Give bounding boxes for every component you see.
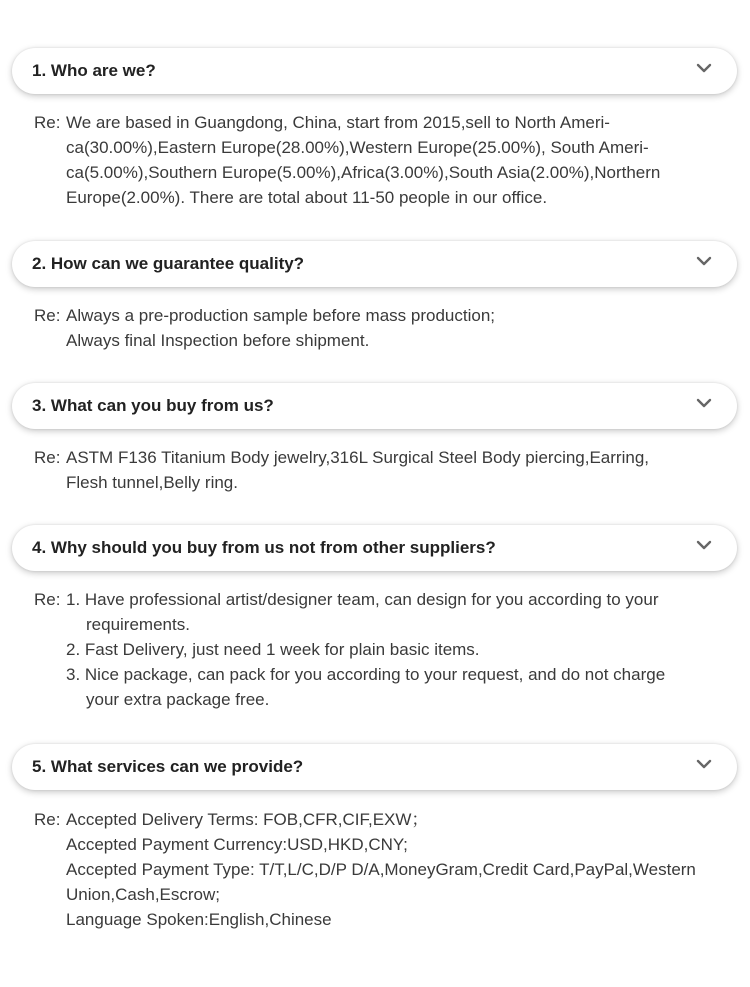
answer-line: Language Spoken:English,Chinese: [66, 910, 332, 929]
chevron-down-icon[interactable]: [695, 538, 713, 552]
faq-question-text: 2. How can we guarantee quality?: [32, 254, 305, 273]
answer-prefix: Re:: [34, 810, 61, 829]
faq-question-2[interactable]: [12, 241, 737, 287]
answer-line: Union,Cash,Escrow;: [66, 885, 221, 904]
list-item-continuation: requirements.: [86, 615, 190, 634]
answer-line: ASTM F136 Titanium Body jewelry,316L Surgical Steel Body piercing,Earring,: [66, 448, 649, 467]
faq-question-text: 3. What can you buy from us?: [32, 396, 274, 415]
list-item: 2. Fast Delivery, just need 1 week for plain basic items.: [66, 640, 480, 659]
list-item: 3. Nice package, can pack for you according to your request, and do not charge: [66, 665, 666, 684]
answer-line: ca(30.00%),Eastern Europe(28.00%),Western Europe(25.00%), South Ameri-: [66, 138, 649, 157]
list-item: 1. Have professional artist/designer team, can design for you according to your: [66, 590, 659, 609]
answer-line: Accepted Payment Type: T/T,L/C,D/P D/A,MoneyGram,Credit Card,PayPal,Western: [66, 860, 696, 879]
answer-line: ca(5.00%),Southern Europe(5.00%),Africa(3.00%),South Asia(2.00%),Northern: [66, 163, 661, 182]
list-item-continuation: your extra package free.: [86, 690, 270, 709]
answer-line: Europe(2.00%). There are total about 11-50 people in our office.: [66, 188, 548, 207]
faq-answer-3: [34, 445, 740, 495]
answer-line: Accepted Payment Currency:USD,HKD,CNY;: [66, 835, 408, 854]
answer-line: Flesh tunnel,Belly ring.: [66, 473, 238, 492]
faq-answer-2: [34, 303, 740, 353]
faq-question-text: 5. What services can we provide?: [32, 757, 304, 776]
chevron-down-icon[interactable]: [695, 61, 713, 75]
answer-line: Always final Inspection before shipment.: [66, 331, 370, 350]
faq-answer-5: [34, 807, 740, 932]
chevron-down-icon[interactable]: [695, 254, 713, 268]
faq-question-5[interactable]: [12, 744, 737, 790]
faq-question-3[interactable]: [12, 383, 737, 429]
faq-answer-4: [34, 587, 740, 712]
answer-line: We are based in Guangdong, China, start from 2015,sell to North Ameri-: [66, 113, 610, 132]
answer-prefix: Re:: [34, 448, 61, 467]
answer-prefix: Re:: [34, 590, 61, 609]
answer-line: Always a pre-production sample before mass production;: [66, 306, 495, 325]
answer-prefix: Re:: [34, 113, 61, 132]
faq-question-text: 4. Why should you buy from us not from other suppliers?: [32, 538, 496, 557]
numbered-list: [66, 587, 740, 712]
faq-answer-1: [34, 110, 740, 210]
faq-question-text: 1. Who are we?: [32, 61, 156, 80]
chevron-down-icon[interactable]: [695, 396, 713, 410]
faq-question-4[interactable]: [12, 525, 737, 571]
answer-prefix: Re:: [34, 306, 61, 325]
chevron-down-icon[interactable]: [695, 757, 713, 771]
faq-question-1[interactable]: [12, 48, 737, 94]
answer-line: Accepted Delivery Terms: FOB,CFR,CIF,EXW；: [66, 810, 429, 829]
